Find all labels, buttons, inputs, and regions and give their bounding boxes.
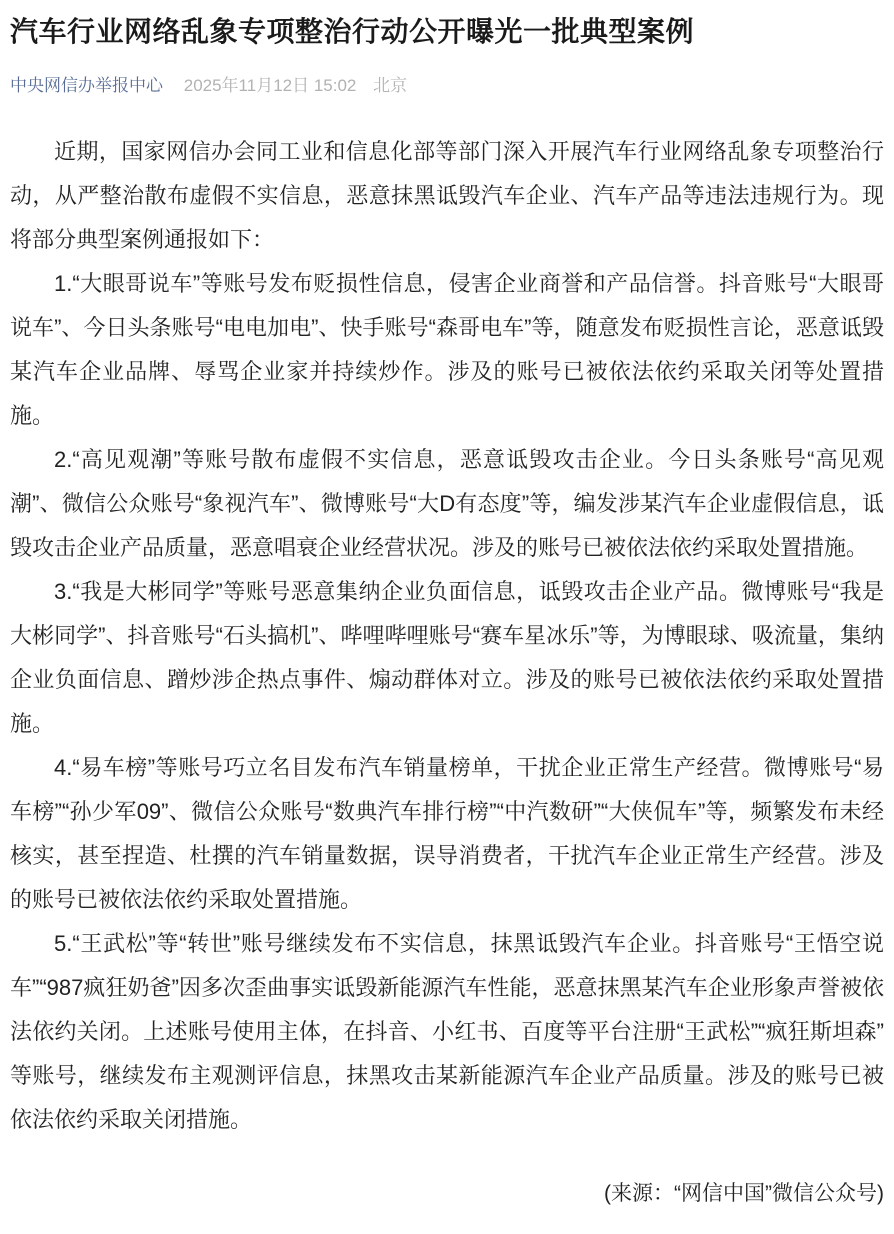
article-title: 汽车行业网络乱象专项整治行动公开曝光一批典型案例 [10, 16, 695, 47]
article-paragraph-intro: 近期，国家网信办会同工业和信息化部等部门深入开展汽车行业网络乱象专项整治行动，从严整治散布虚假不实信息，恶意抹黑诋毁汽车企业、汽车产品等违法违规行为。现将部分典型案例通报如下： [10, 139, 884, 253]
article-location: 北京 [373, 76, 408, 96]
article-source-link[interactable]: 中央网信办举报中心 [10, 76, 163, 96]
article-meta [10, 74, 884, 98]
article-paragraph-case-5: 5.“王武松”等“转世”账号继续发布不实信息，抹黑诋毁汽车企业。抖音账号“王悟空说车”“987疯狂奶爸”因多次歪曲事实诋毁新能源汽车性能，恶意抹黑某汽车企业形象声誉被依法依约关闭。上述账号使用主体，在抖音、小红书、百度等平台注册“王武松”“疯狂斯坦森”等账号，继续发布主观测评信息，抹黑攻击某新能源汽车企业产品质量。涉及的账号已被依法依约采取关闭措施。 [10, 931, 884, 1133]
article-paragraph-case-4: 4.“易车榜”等账号巧立名目发布汽车销量榜单，干扰企业正常生产经营。微博账号“易车榜”“孙少军09”、微信公众账号“数典汽车排行榜”“中汽数研”“大侠侃车”等，频繁发布未经核实，甚至捏造、杜撰的汽车销量数据，误导消费者，干扰汽车企业正常生产经营。涉及的账号已被依法依约采取处置措施。 [10, 755, 884, 913]
article-paragraph-case-2: 2.“高见观潮”等账号散布虚假不实信息，恶意诋毁攻击企业。今日头条账号“高见观潮”、微信公众账号“象视汽车”、微博账号“大D有态度”等，编发涉某汽车企业虚假信息，诋毁攻击企业产品质量，恶意唱衰企业经营状况。涉及的账号已被依法依约采取处置措施。 [10, 447, 884, 561]
article-body [10, 130, 884, 1142]
article-datetime: 2025年11月12日 15:02 [183, 76, 357, 96]
article-paragraph-case-3: 3.“我是大彬同学”等账号恶意集纳企业负面信息，诋毁攻击企业产品。微博账号“我是大彬同学”、抖音账号“石头搞机”、哔哩哔哩账号“赛车星冰乐”等，为博眼球、吸流量，集纳企业负面信息、蹭炒涉企热点事件、煽动群体对立。涉及的账号已被依法依约采取处置措施。 [10, 579, 884, 737]
article-footer-source: (来源：“网信中国”微信公众号) [604, 1182, 884, 1206]
article-paragraph-case-1: 1.“大眼哥说车”等账号发布贬损性信息，侵害企业商誉和产品信誉。抖音账号“大眼哥说车”、今日头条账号“电电加电”、快手账号“森哥电车”等，随意发布贬损性言论，恶意诋毁某汽车企业品牌、辱骂企业家并持续炒作。涉及的账号已被依法依约采取关闭等处置措施。 [10, 271, 884, 429]
